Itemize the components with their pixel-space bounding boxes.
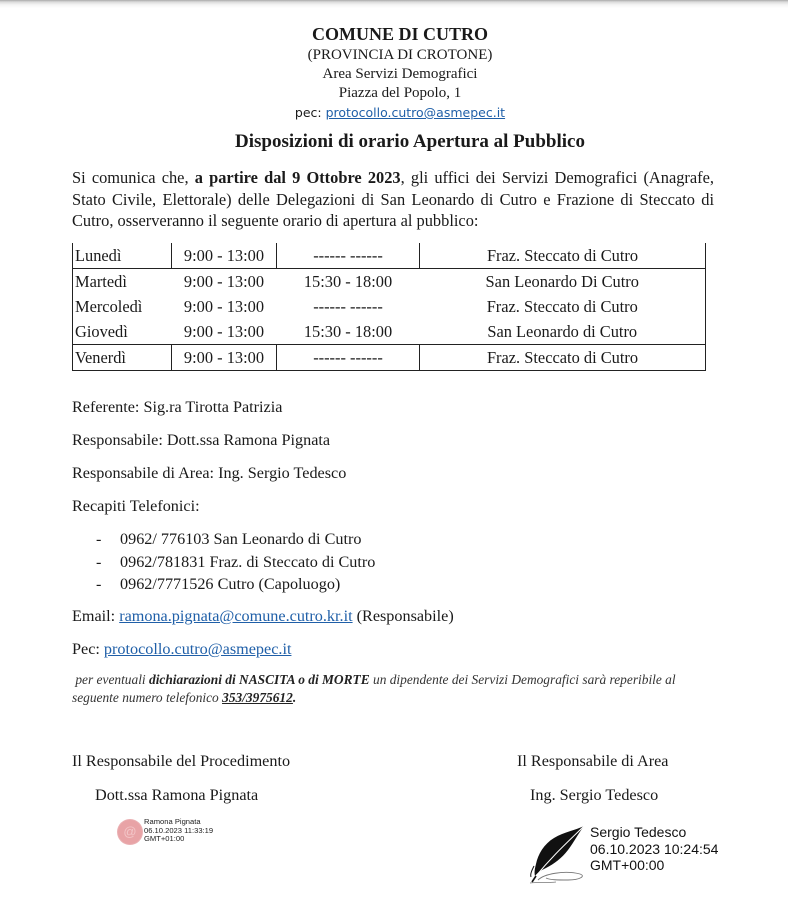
- day-cell: Mercoledì: [73, 294, 172, 319]
- morning-hours-cell: 9:00 - 13:00: [172, 345, 277, 371]
- email-label: Email:: [72, 607, 116, 625]
- table-row: [73, 319, 706, 345]
- signature-left-name: Dott.ssa Ramona Pignata: [95, 786, 259, 804]
- pec-line: [72, 639, 291, 659]
- header-pec: [200, 103, 600, 122]
- note-middle: un dipendente dei Servizi Demografici sarà reperibile al seguente numero telefonico: [72, 672, 676, 705]
- pec-label: Pec:: [72, 640, 100, 658]
- responsabile: Responsabile: Dott.ssa Ramona Pignata: [72, 431, 331, 449]
- note-prefix: per eventuali: [75, 672, 146, 687]
- day-cell: Venerdì: [73, 345, 172, 371]
- day-cell: Giovedì: [73, 319, 172, 345]
- note-end: .: [292, 689, 297, 705]
- signature-right-name: Ing. Sergio Tedesco: [530, 786, 659, 804]
- stamp-right-signer: Sergio Tedesco: [590, 824, 687, 840]
- email-link[interactable]: ramona.pignata@comune.cutro.kr.it: [119, 607, 353, 625]
- opening-hours-table: [72, 243, 706, 371]
- digital-signature-stamp-right: [524, 824, 718, 886]
- intro-paragraph: [72, 167, 714, 232]
- afternoon-hours-cell: 15:30 - 18:00: [303, 272, 393, 291]
- bullet-dash: -: [96, 552, 102, 571]
- document-title: Disposizioni di orario Apertura al Pubblico: [235, 131, 585, 152]
- emergency-phone: 353/3975612: [222, 689, 293, 705]
- referente: Referente: Sig.ra Tirotta Patrizia: [72, 398, 283, 416]
- province: (PROVINCIA DI CROTONE): [307, 47, 493, 63]
- afternoon-hours-cell: ------ ------: [277, 243, 420, 269]
- phone-entry: 0962/781831 Fraz. di Steccato di Cutro: [120, 552, 376, 571]
- list-item: [96, 551, 375, 574]
- location-cell: Fraz. Steccato di Cutro: [420, 345, 706, 371]
- header-pec-link[interactable]: protocollo.cutro@asmepec.it: [325, 105, 506, 120]
- location-cell: San Leonardo di Cutro: [420, 319, 706, 345]
- day-cell: Martedì: [73, 269, 172, 295]
- stamp-right-tz: GMT+00:00: [590, 857, 665, 873]
- morning-hours-cell: 9:00 - 13:00: [172, 243, 277, 269]
- address: Piazza del Popolo, 1: [338, 85, 462, 101]
- table-row: [73, 269, 706, 295]
- morning-hours-cell: 9:00 - 13:00: [183, 297, 265, 316]
- stamp-right-date: 06.10.2023 10:24:54: [590, 840, 719, 857]
- email-suffix: (Responsabile): [356, 607, 454, 625]
- emergency-note: [72, 671, 692, 706]
- stamp-left-tz: GMT+01:00: [144, 834, 185, 844]
- afternoon-hours-cell: ------ ------: [277, 345, 420, 371]
- quill-pen-icon: [524, 824, 588, 886]
- responsabile-area: Responsabile di Area: Ing. Sergio Tedesco: [72, 464, 347, 482]
- stamp-left-signer: Ramona Pignata: [144, 817, 201, 826]
- email-line: [72, 606, 454, 626]
- digital-signature-stamp-left: [118, 818, 213, 844]
- organization-name: COMUNE DI CUTRO: [311, 24, 488, 44]
- wax-seal-icon: @: [118, 820, 142, 844]
- morning-hours-cell: 9:00 - 13:00: [183, 272, 265, 291]
- table-row: [73, 345, 706, 371]
- bullet-dash: -: [96, 530, 102, 548]
- intro-suffix: , gli uffici dei Servizi Demografici (Anagrafe, Stato Civile, Elettorale) delle Delegazioni di San Leonardo di Cutro e Frazione di Steccato di Cutro, osserveranno il seguente orario di apertura al pubblico:: [72, 168, 714, 230]
- phone-entry: 0962/7771526 Cutro (Capoluogo): [120, 575, 341, 593]
- afternoon-hours-cell: ------ ------: [313, 297, 383, 316]
- header-pec-label: pec:: [294, 105, 322, 120]
- location-cell: San Leonardo Di Cutro: [420, 269, 706, 295]
- intro-prefix: Si comunica che,: [72, 168, 189, 187]
- morning-hours-cell: 9:00 - 13:00: [172, 319, 277, 345]
- pec-link[interactable]: protocollo.cutro@asmepec.it: [103, 640, 292, 658]
- table-row: [73, 294, 706, 319]
- table-row: [73, 243, 706, 269]
- viewer-top-shadow: [0, 0, 788, 8]
- phone-list: [96, 528, 375, 596]
- bullet-dash: -: [96, 575, 102, 593]
- stamp-right-text: [590, 824, 718, 874]
- phone-entry: 0962/ 776103 San Leonardo di Cutro: [120, 530, 362, 548]
- signature-left-role: Il Responsabile del Procedimento: [72, 752, 291, 770]
- location-cell: Fraz. Steccato di Cutro: [420, 243, 706, 269]
- list-item: [96, 573, 375, 596]
- signature-right-role: Il Responsabile di Area: [517, 752, 669, 770]
- afternoon-hours-cell: 15:30 - 18:00: [277, 319, 420, 345]
- phones-label: Recapiti Telefonici:: [72, 497, 200, 515]
- list-item: [96, 528, 375, 551]
- department: Area Servizi Demografici: [322, 66, 478, 82]
- location-cell: Fraz. Steccato di Cutro: [420, 294, 706, 319]
- stamp-left-text: [144, 818, 213, 844]
- stamp-left-date: 06.10.2023 11:33:19: [144, 825, 214, 835]
- letterhead: [200, 24, 600, 122]
- note-highlight: dichiarazioni di NASCITA o di MORTE: [149, 672, 370, 687]
- day-cell: Lunedì: [73, 243, 172, 269]
- intro-date-highlight: a partire dal 9 Ottobre 2023: [194, 168, 401, 187]
